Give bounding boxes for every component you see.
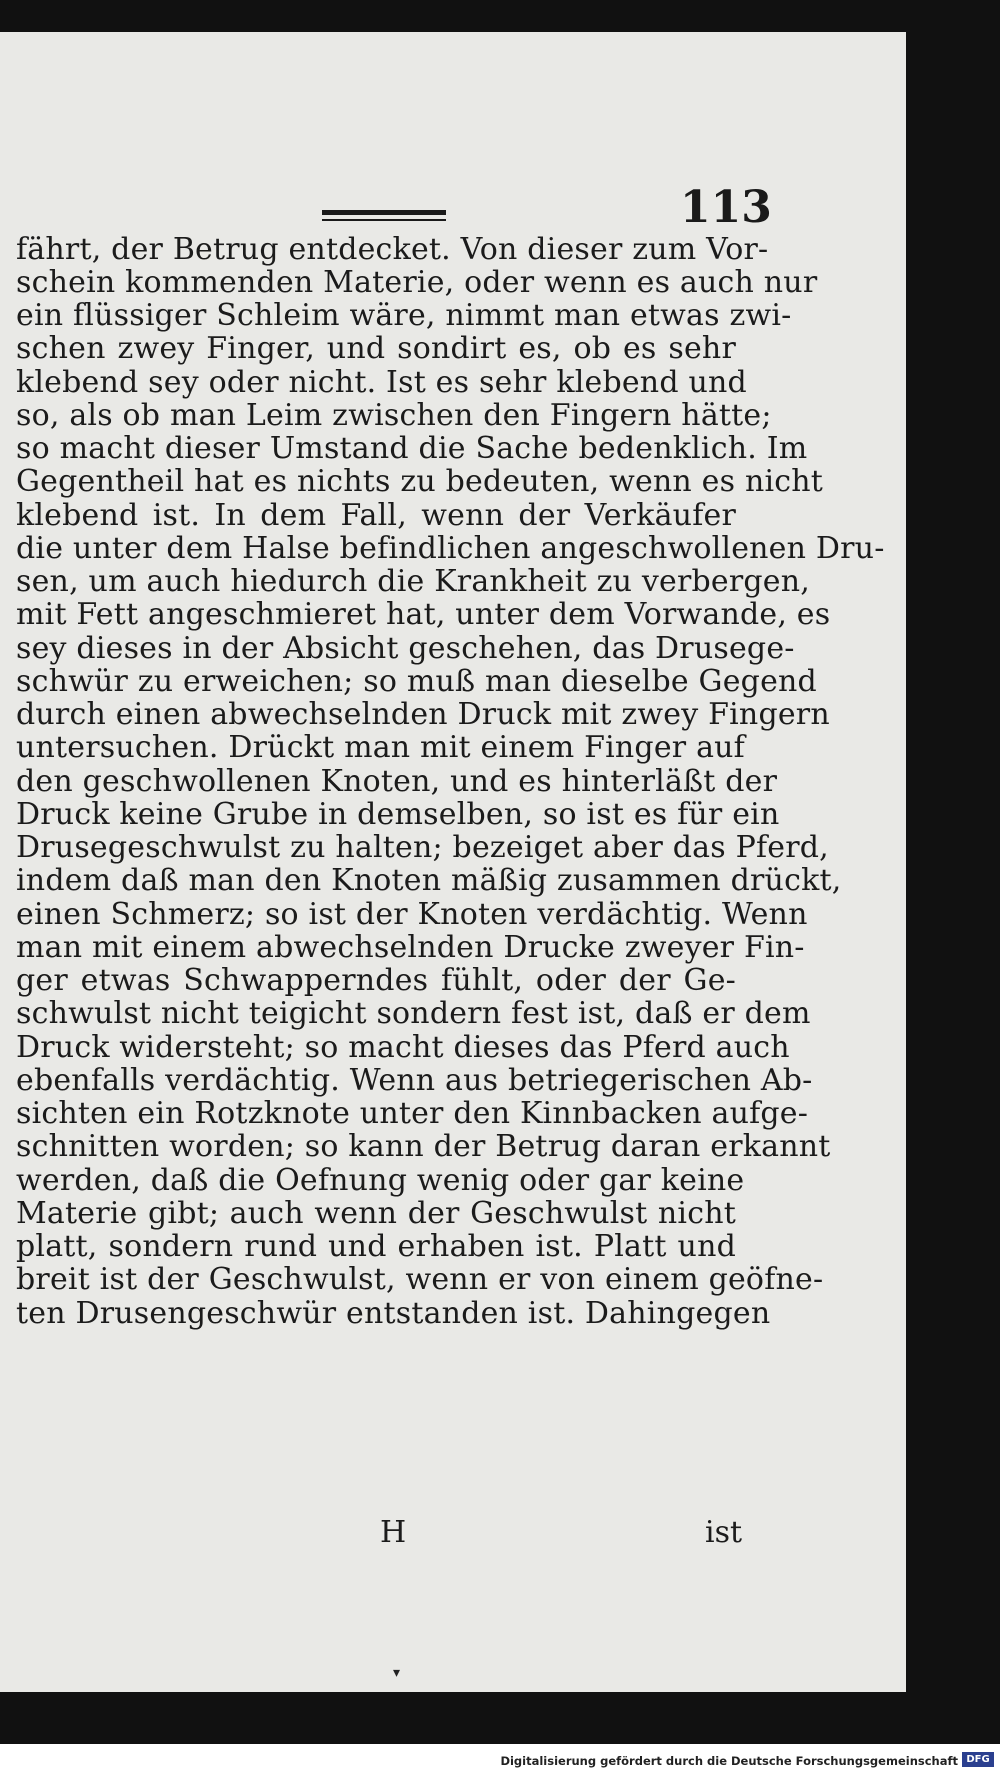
text-line: so, als ob man Leim zwischen den Fingern hätte; (16, 398, 772, 433)
text-line: ger etwas Schwapperndes fühlt, oder der Ge- (16, 963, 736, 998)
text-line: durch einen abwechselnden Druck mit zwey Fingern (16, 697, 830, 732)
text-line: schen zwey Finger, und sondirt es, ob es sehr (16, 331, 736, 366)
text-line: schwür zu erweichen; so muß man dieselbe Gegend (16, 664, 817, 699)
text-line: die unter dem Halse befindlichen angeschwollenen Dru- (16, 531, 885, 566)
text-line: mit Fett angeschmieret hat, unter dem Vorwande, es (16, 597, 831, 632)
text-line: sey dieses in der Absicht geschehen, das Drusege- (16, 631, 795, 666)
text-line: schnitten worden; so kann der Betrug daran erkannt (16, 1129, 831, 1164)
text-line: fährt, der Betrug entdecket. Von dieser zum Vor- (16, 232, 769, 267)
book-page (0, 32, 906, 1692)
catchword: ist (705, 1515, 743, 1550)
text-line: ten Drusengeschwür entstanden ist. Dahingegen (16, 1296, 771, 1331)
text-line: Drusegeschwulst zu halten; bezeiget aber das Pferd, (16, 830, 829, 865)
text-line: einen Schmerz; so ist der Knoten verdächtig. Wenn (16, 897, 808, 932)
text-line: werden, daß die Oefnung wenig oder gar keine (16, 1163, 745, 1198)
text-line: schwulst nicht teigicht sondern fest ist, daß er dem (16, 996, 811, 1031)
text-line: platt, sondern rund und erhaben ist. Platt und (16, 1229, 736, 1264)
text-line: schein kommenden Materie, oder wenn es auch nur (16, 265, 818, 300)
text-line: ein flüssiger Schleim wäre, nimmt man etwas zwi- (16, 298, 792, 333)
text-line: sen, um auch hiedurch die Krankheit zu verbergen, (16, 564, 811, 599)
text-line: ebenfalls verdächtig. Wenn aus betriegerischen Ab- (16, 1063, 813, 1098)
text-line: man mit einem abwechselnden Drucke zweyer Fin- (16, 930, 805, 965)
footer-bar (0, 1744, 1000, 1779)
text-line: Druck keine Grube in demselben, so ist es für ein (16, 797, 780, 832)
text-line: Gegentheil hat es nichts zu bedeuten, wenn es nicht (16, 464, 824, 499)
text-line: klebend sey oder nicht. Ist es sehr klebend und (16, 365, 747, 400)
page-number: 113 (680, 182, 772, 233)
text-line: Materie gibt; auch wenn der Geschwulst nicht (16, 1196, 736, 1231)
footer-credit: Digitalisierung gefördert durch die Deutsche Forschungsgemeinschaft (500, 1754, 958, 1768)
dfg-logo: DFG (962, 1752, 994, 1767)
signature-mark: H (380, 1515, 407, 1550)
text-line: den geschwollenen Knoten, und es hinterläßt der (16, 764, 778, 799)
text-line: sichten ein Rotzknote unter den Kinnbacken aufge- (16, 1096, 809, 1131)
text-line: untersuchen. Drückt man mit einem Finger auf (16, 730, 745, 765)
text-line: Druck widersteht; so macht dieses das Pferd auch (16, 1030, 790, 1065)
header-rule (322, 210, 446, 215)
ornament-mark: ▾ (393, 1665, 401, 1681)
text-line: so macht dieser Umstand die Sache bedenklich. Im (16, 431, 808, 466)
text-line: indem daß man den Knoten mäßig zusammen drückt, (16, 863, 842, 898)
text-line: breit ist der Geschwulst, wenn er von einem geöfne- (16, 1262, 824, 1297)
text-line: klebend ist. In dem Fall, wenn der Verkäufer (16, 498, 736, 533)
